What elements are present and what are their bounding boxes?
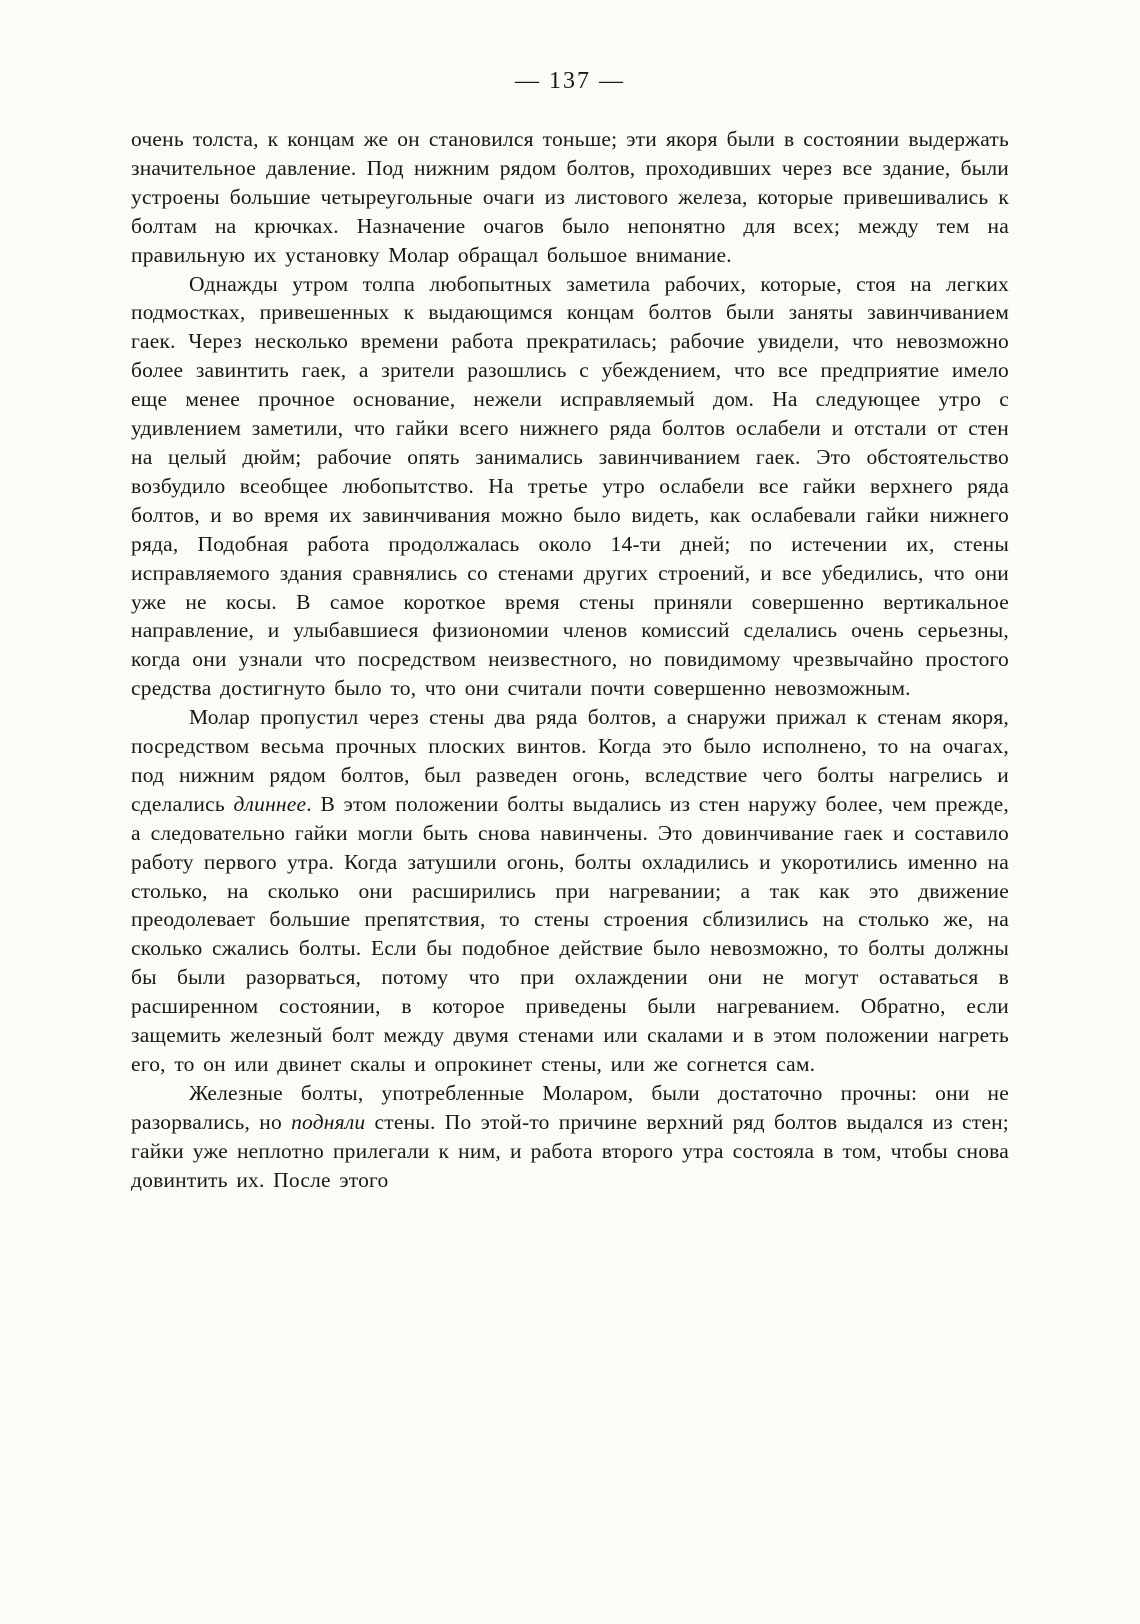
paragraph-segment: . В этом положении болты выдались из стен наружу более, чем прежде, а следовательно гайки могли быть снова навинчены. Это довинчивание гаек и составило работу первого утра. Когда затушили огонь, болты охладились и укоротились именно на столько, на сколько они расширились при нагревании; а так как это движение преодолевает большие препятствия, то стены строения сблизились на столько же, на сколько сжались болты. Если бы подобное действие было невозможно, то болты должны бы были разорваться, потому что при охлаждении они не могут оставаться в расширенном состоянии, в которое приведены были нагреванием. Обратно, если защемить железный болт между двумя стенами или скалами и в этом положении нагреть его, то он или двинет скалы и опрокинет стены, или же согнется сам. [131,791,1009,1076]
paragraph [131,1079,1009,1195]
paragraph-segment: длиннее [233,791,307,816]
paragraph-segment: подняли [291,1109,366,1134]
paragraph [131,703,1009,1079]
paragraph-segment: очень толста, к концам же он становился тоньше; эти якоря были в состоянии выдержать значительное давление. Под нижним рядом болтов, проходивших через все здание, были устроены большие четыреугольные очаги из листового железа, которые привешивались к болтам на крючках. Назначение очагов было непонятно для всех; между тем на правильную их установку Молар обращал большое внимание. [131,127,1009,267]
page-number-header: — 137 — [515,68,625,94]
paragraph-segment: Однажды утром толпа любопытных заметила рабочих, которые, стоя на легких подмостках, привешенных к выдающимся концам болтов были заняты завинчиванием гаек. Через несколько времени работа прекратилась; рабочие увидели, что невозможно более завинтить гаек, а зрители разошлись с убеждением, что все предприятие имело еще менее прочное основание, нежели исправляемый дом. На следующее утро с удивлением заметили, что гайки всего нижнего ряда болтов ослабели и отстали от стен на целый дюйм; рабочие опять занимались завинчиванием гаек. Это обстоятельство возбудило всеобщее любопытство. На третье утро ослабели все гайки верхнего ряда болтов, и во время их завинчивания можно было видеть, как ослабевали гайки нижнего ряда, Подобная работа продолжалась около 14-ти дней; по истечении их, стены исправляемого здания сравнялись со стенами других строений, и все убедились, что они уже не косы. В самое короткое время стены приняли совершенно вертикальное направление, и улыбавшиеся физиономии членов комиссий сделались очень серьезны, когда они узнали что посредством неизвестного, но повидимому чрезвычайно простого средства достигнуто было то, что они считали почти совершенно невозможным. [131,271,1009,701]
paragraph-segment: Молар пропустил через стены два ряда болтов, а снаружи прижал к стенам якоря, посредством весьма прочных плоских винтов. Когда это было исполнено, то на очагах, под нижним рядом болтов, был разведен огонь, вследствие чего болты нагрелись и сделались [131,705,1009,816]
paragraph [131,125,1009,270]
paragraph-segment: стены. По этой-то причине верхний ряд болтов выдался из стен; гайки уже неплотно прилегали к ним, и работа второго утра состояла в том, чтобы снова довинтить их. После этого [131,1109,1009,1192]
paragraph-segment: Железные болты, употребленные Моларом, были достаточно прочны: они не разорвались, но [131,1080,1009,1134]
paragraph [131,270,1009,704]
page-text [131,125,1009,1195]
